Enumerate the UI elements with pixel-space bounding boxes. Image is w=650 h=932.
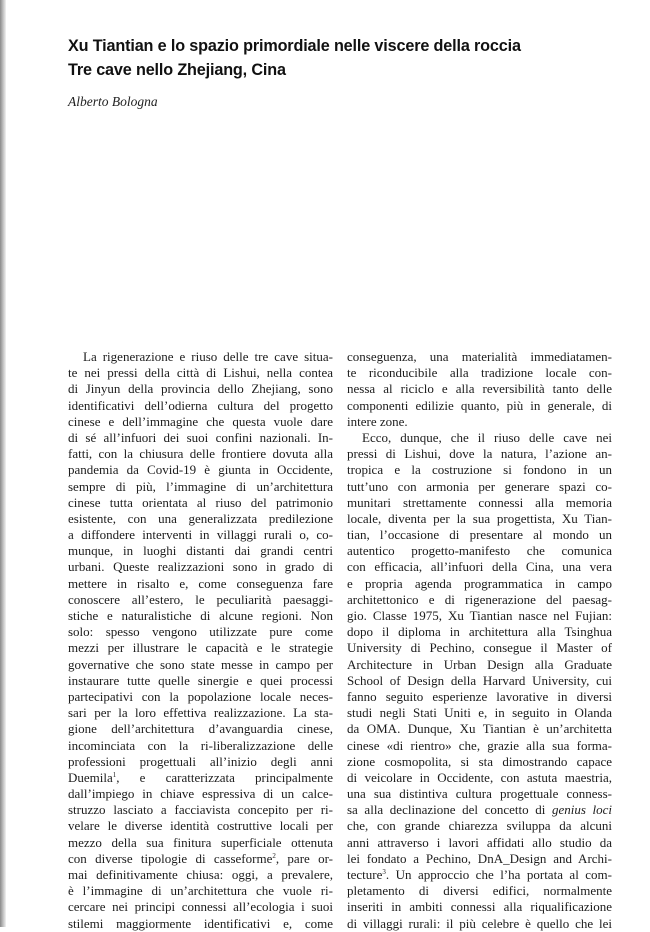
text-line: componenti edilizie quanto, più in generale, di <box>347 397 612 413</box>
title-line-1: Xu Tiantian e lo spazio primordiale nelle viscere della roccia <box>68 37 521 55</box>
text-line: sempre di più, l’immagine di un’architettura <box>68 478 333 494</box>
text-line: conseguenza, una materialità immediatamen- <box>347 349 612 364</box>
footnote-ref: 3 <box>382 868 386 876</box>
text-line: cinese «di rientro» che, grazie alla sua forma- <box>347 737 612 753</box>
text-line: nessa al riciclo e alla reversibilità tanto delle <box>347 381 612 397</box>
text-line: cinese e dell’immagine che questa vuole dare <box>68 413 333 429</box>
text-line: mai definitivamente chiusa: oggi, a prevalere, <box>68 867 333 882</box>
text-line: conoscere all’estero, le peculiarità paesaggi- <box>68 591 333 607</box>
text-line: stilemi maggiormente identificativi e, come <box>68 915 333 931</box>
text-line: Duemila$^1$, e caratterizzata principalmente <box>68 769 333 785</box>
text-line: esistente, con una generalizzata predilezione <box>68 510 333 526</box>
text-line: con efficacia, all’infuori della Cina, una vera <box>347 559 612 575</box>
text-line: tropica e la costruzione si fondono in un <box>347 462 612 478</box>
text-line: di veicolare in Occidente, con astuta maestria, <box>347 769 612 785</box>
text-line: a diffondere interventi in villaggi rurali o, co- <box>68 527 333 543</box>
text-line: lei fondato a Pechino, DnA_Design and Archi- <box>347 850 612 866</box>
text-line: pletamento di diversi edifici, normalmente <box>347 883 612 899</box>
text-line: di Jinyun della provincia dello Zhejiang, sono <box>68 381 333 397</box>
text-line: sari per la loro effettiva realizzazione. La sta- <box>68 705 333 721</box>
footnote-ref: 2 <box>272 851 276 860</box>
text-line: instaurare tutte quelle sinergie e quei processi <box>68 672 333 688</box>
article-author: Alberto Bologna <box>68 94 158 109</box>
text-line: intere zone. <box>347 413 408 429</box>
article-header <box>68 34 628 110</box>
text-line: incominciata con la ri-liberalizzazione delle <box>68 737 333 753</box>
text-line: di villaggi rurali: il più celebre è quello che lei <box>347 915 612 931</box>
text-line: zione cosmopolita, si sta dimostrando capace <box>347 753 612 769</box>
text-line: tian, l’occasione di presentare al mondo un <box>347 527 612 543</box>
text-line: La rigenerazione e riuso delle tre cave situa- <box>83 349 333 364</box>
title-line-2: Tre cave nello Zhejiang, Cina <box>68 61 286 79</box>
text-line: te riconducibile alla tradizione locale con- <box>347 365 612 381</box>
text-line: identificativi dell’odierna cultura del progetto <box>68 397 333 413</box>
text-line: locale, diventa per la sua progettista, Xu Tian- <box>347 510 612 526</box>
text-line: mettere in risalto e, come conseguenza fare <box>68 575 333 591</box>
text-line: inseriti in ambiti connessi alla riqualificazione <box>347 899 612 915</box>
text-line: gio. Classe 1975, Xu Tiantian nasce nel Fujian: <box>347 608 612 623</box>
text-line: e propria agenda programmatica in campo <box>347 575 612 591</box>
text-line: munitari strettamente connessi alla memoria <box>347 494 612 510</box>
text-line: gione dell’architettura d’avanguardia cinese, <box>68 721 333 737</box>
text-line: sa alla declinazione del concetto di genius loci <box>347 802 612 818</box>
text-line: struzzo lasciato a facciavista concepito per ri- <box>68 802 333 818</box>
text-line: pandemia da Covid-19 è giunta in Occidente, <box>68 462 333 478</box>
text-line: mezzo della sua finitura superficiale ottenuta <box>68 834 333 850</box>
text-line: te nei pressi della città di Lishui, nella contea <box>68 365 333 381</box>
text-line: autentico progetto-manifesto che comunica <box>347 543 612 559</box>
text-line: munque, in luoghi distanti dai grandi centri <box>68 543 333 559</box>
text-column-right <box>347 349 612 932</box>
text-column-left <box>68 349 333 932</box>
article-title <box>68 34 628 82</box>
text-line: anni attraverso i lavori affidati allo studio da <box>347 834 612 850</box>
text-line: che, con grande chiarezza sviluppa da alcuni <box>347 818 612 834</box>
text-line: Architecture in Urban Design alla Graduate <box>347 656 612 672</box>
text-line: studi negli Stati Uniti e, in seguito in Olanda <box>347 705 612 721</box>
text-line: University di Pechino, consegue il Master of <box>347 640 612 656</box>
text-line: fanno seguito esperienze lavorative in diversi <box>347 688 612 704</box>
text-line: dall’impiego in chiave espressiva di un calce- <box>68 786 333 802</box>
text-line: governative che sono state messe in campo per <box>68 656 333 672</box>
page-edge-shadow <box>0 0 6 927</box>
text-line: pressi di Lishui, dove la natura, l’azione an- <box>347 446 612 462</box>
emphasis: genius loci <box>551 802 612 818</box>
text-line: da OMA. Dunque, Xu Tiantian è un’architetta <box>347 721 612 737</box>
text-line: velare le diverse identità costruttive locali per <box>68 818 333 834</box>
text-line: mezzi per illustrare le capacità e le strategie <box>68 640 333 656</box>
text-line: solo: spesso vengono utilizzate pure come <box>68 624 333 640</box>
text-line: Ecco, dunque, che il riuso delle cave nei <box>362 429 612 445</box>
text-line: cinese tutta orientata al riuso del patrimonio <box>68 494 333 510</box>
text-line: è l’immagine di un’architettura che vuole ri- <box>68 883 333 899</box>
text-line: architettonico e di rigenerazione del paesag- <box>347 591 612 607</box>
text-line: fatti, con la chiusura delle frontiere dovuta alla <box>68 446 333 462</box>
text-line: con diverse tipologie di casseforme$^2$, pare or- <box>68 850 333 866</box>
text-line: di sé all’infuori dei suoi confini nazionali. In- <box>68 429 333 445</box>
text-line: una sua distintiva cultura progettuale conness- <box>347 786 612 802</box>
text-line: partecipativi con la popolazione locale neces- <box>68 688 333 704</box>
text-line: stiche e naturalistiche di alcune regioni. Non <box>68 608 333 623</box>
text-line: tutt’uno con armonia per generare spazi co- <box>347 478 612 494</box>
text-line: tecture$^3$. Un approccio che l’ha portata al com- <box>347 867 612 882</box>
text-line: urbani. Queste realizzazioni sono in grado di <box>68 559 333 575</box>
text-line: cercare nei principi connessi all’ecologia i suoi <box>68 899 333 915</box>
text-line: professioni progettuali all’inizio degli anni <box>68 753 333 769</box>
text-line: dopo il diploma in architettura alla Tsinghua <box>347 624 612 640</box>
footnote-ref: 1 <box>112 770 117 779</box>
text-line: School of Design della Harvard University, cui <box>347 672 612 688</box>
